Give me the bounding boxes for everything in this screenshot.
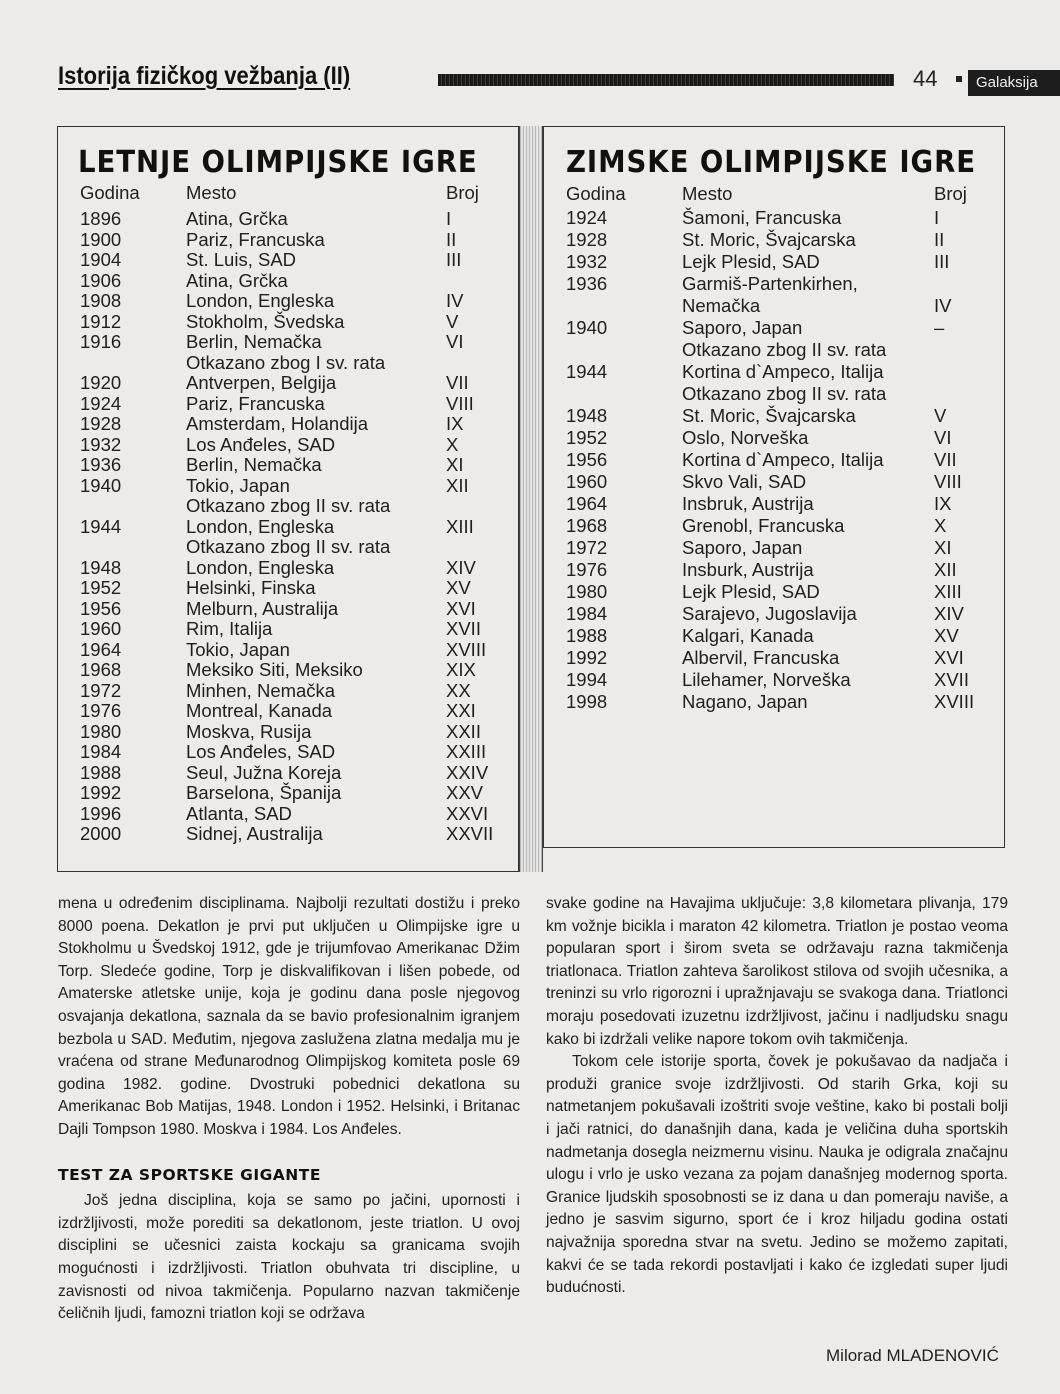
row-number: XII: [446, 474, 469, 496]
table-row: [544, 471, 1004, 493]
row-city: Albervil, Francuska: [682, 647, 840, 668]
row-city: Melburn, Australija: [186, 597, 339, 619]
row-year: 1952: [566, 427, 608, 448]
table-row: [58, 230, 518, 251]
row-city: Garmiš-Partenkirhen,: [682, 273, 858, 294]
row-number: IV: [446, 290, 464, 311]
row-number: XIII: [446, 515, 474, 537]
row-number: XXI: [446, 700, 476, 721]
row-city: Otkazano zbog I sv. rata: [186, 351, 386, 373]
row-year: 1936: [80, 454, 122, 475]
row-city: Šamoni, Francuska: [682, 207, 842, 228]
row-number: XIX: [446, 659, 476, 680]
table-row: [544, 383, 1004, 405]
title-rule: [438, 74, 894, 86]
row-year: 1924: [80, 392, 122, 414]
row-year: 1960: [566, 471, 608, 492]
table-row: [544, 251, 1004, 273]
row-city: Berlin, Nemačka: [186, 454, 322, 475]
row-year: 1964: [566, 493, 608, 514]
table-row: [58, 599, 518, 620]
brand-badge: Galaksija: [968, 70, 1060, 96]
row-city: Saporo, Japan: [682, 317, 803, 338]
row-year: 1940: [80, 474, 122, 496]
table-row: [58, 455, 518, 476]
row-year: 1924: [566, 207, 608, 228]
table-row: [58, 312, 518, 333]
row-city: Grenobl, Francuska: [682, 515, 845, 536]
row-number: II: [934, 229, 945, 250]
row-city: Saporo, Japan: [682, 537, 803, 558]
table-row: [58, 414, 518, 435]
row-number: XXVI: [446, 802, 489, 824]
row-year: 1988: [80, 761, 122, 783]
row-year: 1994: [566, 669, 608, 690]
row-city: Antverpen, Belgija: [186, 372, 337, 393]
row-city: Barselona, Španija: [186, 782, 342, 803]
row-city: Moskva, Rusija: [186, 720, 312, 742]
row-number: III: [446, 249, 462, 270]
row-number: II: [446, 228, 457, 250]
table-row: [58, 291, 518, 312]
row-year: 1984: [566, 603, 608, 624]
row-city: Minhen, Nemačka: [186, 679, 336, 701]
row-year: 1906: [80, 269, 122, 291]
row-year: 1940: [566, 317, 608, 338]
row-city: Berlin, Nemačka: [186, 331, 322, 352]
winter-rows: [544, 207, 1004, 713]
row-city: Kortina d`Ampeco, Italija: [682, 361, 884, 382]
table-row: [58, 271, 518, 292]
article-left-column: [58, 893, 520, 1326]
table-row: [544, 581, 1004, 603]
row-number: VII: [446, 372, 469, 393]
row-year: 1928: [566, 229, 608, 250]
row-number: XXVII: [446, 823, 494, 844]
summer-olympics-table: [57, 126, 519, 872]
row-year: 1998: [566, 691, 608, 712]
row-number: XVIII: [446, 638, 487, 660]
row-year: 1900: [80, 228, 122, 250]
section-heading: TEST ZA SPORTSKE GIGANTE: [58, 1165, 321, 1184]
row-number: VIII: [446, 392, 474, 414]
page-header: [58, 60, 1038, 96]
row-city: Los Anđeles, SAD: [186, 433, 336, 455]
table-row: [544, 317, 1004, 339]
table-row: [544, 603, 1004, 625]
table-row: [58, 209, 518, 230]
table-row: [58, 701, 518, 722]
row-year: 1896: [80, 208, 122, 229]
row-number: XV: [446, 577, 471, 598]
row-year: 1972: [566, 537, 608, 558]
row-city: Nagano, Japan: [682, 691, 808, 712]
row-city: London, Engleska: [186, 556, 335, 578]
row-city: Stokholm, Švedska: [186, 310, 345, 332]
row-city: Atina, Grčka: [186, 269, 288, 291]
table-row: [58, 783, 518, 804]
row-year: 1972: [80, 679, 122, 701]
table-row: [58, 619, 518, 640]
row-city: Seul, Južna Koreja: [186, 761, 342, 783]
article-paragraph: svake godine na Havajima uključuje: 3,8 kilometara plivanja, 179 km vožnje bicikla i maraton 42 kilometra. Triatlon je postao veoma popularan sport i širom sveta se održavaju razna takmičenja triatlonaca. Triatlon zahteva šarolikost stilova od svojih učesnika, a treninzi su vrlo rigorozni i upražnjavaju se svakoga dana. Triatlonci moraju posedovati izuzetnu izdržljivost, jačinu i nadljudsku snagu kako bi izdržali velike napore tokom ovih takmičenja.: [546, 895, 1008, 1048]
row-year: 1932: [566, 251, 608, 272]
page-number: 44: [913, 66, 938, 91]
table-row: [544, 537, 1004, 559]
bullet-dot: [956, 76, 962, 82]
row-city: Oslo, Norveška: [682, 427, 809, 448]
row-city: Rim, Italija: [186, 618, 273, 639]
column-divider: [519, 126, 543, 872]
row-number: III: [934, 251, 950, 272]
row-number: VIII: [934, 471, 962, 492]
row-number: VII: [934, 449, 957, 470]
row-number: XII: [934, 559, 957, 580]
row-year: 1984: [80, 741, 122, 762]
row-number: XV: [934, 625, 959, 646]
row-year: 1912: [80, 310, 122, 332]
row-year: 1928: [80, 413, 122, 434]
row-year: 1956: [566, 449, 608, 470]
row-year: 2000: [80, 823, 122, 844]
year-column-header: Godina: [566, 183, 626, 204]
row-city: Sidnej, Australija: [186, 823, 323, 844]
row-year: 1992: [80, 782, 122, 803]
row-number: XI: [934, 537, 952, 558]
row-number: VI: [446, 331, 464, 352]
row-number: XVII: [446, 618, 481, 639]
row-number: XIII: [934, 581, 962, 602]
article-paragraph: mena u određenim disciplinama. Najbolji rezultati dostižu i preko 8000 poena. Dekatlon je prvi put uključen u Olimpijske igre u Stokholmu u Švedskoj 1912, gde je trijumfovao Amerikanac Džim Torp. Sledeće godine, Torp je diskvalifikovan i lišen pobede, od Amaterske atletske unije, koja je godinu dana posle njegovog osvajanja dekatlona, saznala da se bavio profesionalnim igranjem bezbola u SAD. Međutim, njegova zaslužena zlatna medalja mu je vraćena od strane Međunarodnog Olimpijskog komiteta posle 69 godina 1982. godine. Dvostruki pobednici dekatlona su Amerikanac Bob Matijas, 1948. London i 1952. Helsinki, i Britanac Dajli Tompson 1980. Moskva i 1984. Los Anđeles.: [58, 895, 520, 1138]
year-column-header: Godina: [80, 182, 140, 203]
row-city: Otkazano zbog II sv. rata: [186, 536, 391, 557]
row-number: IX: [446, 413, 464, 434]
row-number: XXIII: [446, 741, 487, 762]
row-city: Lejk Plesid, SAD: [682, 581, 820, 602]
row-number: XVI: [934, 647, 964, 668]
row-city: Otkazano zbog II sv. rata: [682, 383, 887, 404]
row-city: Nemačka: [682, 295, 761, 316]
table-row: [544, 427, 1004, 449]
row-year: 1956: [80, 597, 122, 619]
row-city: Pariz, Francuska: [186, 392, 325, 414]
row-year: 1932: [80, 433, 122, 455]
row-year: 1988: [566, 625, 608, 646]
summer-rows: [58, 209, 518, 845]
row-city: St. Moric, Švajcarska: [682, 229, 856, 250]
table-row: [58, 537, 518, 558]
table-row: [58, 496, 518, 517]
row-number: XXV: [446, 782, 484, 803]
row-number: XVII: [934, 669, 969, 690]
winter-olympics-table: [543, 126, 1005, 848]
table-row: [544, 295, 1004, 317]
row-city: Skvo Vali, SAD: [682, 471, 807, 492]
row-year: 1944: [566, 361, 608, 382]
article-paragraph: Još jedna disciplina, koja se samo po jačini, upornosti i izdržljivosti, može porediti sa dekatlonom, jeste triatlon. U ovoj disciplini se učesnici zaista kockaju sa granicama svojih mogućnosti i izdržljivosti. Triatlon obuhvata tri discipline, u zavisnosti od nivoa takmičenja. Popularno nazvan takmičenje čeličnih ljudi, famozni triatlon koji se održava: [58, 1192, 520, 1323]
number-column-header: Broj: [934, 183, 967, 204]
table-row: [544, 515, 1004, 537]
row-city: Atlanta, SAD: [186, 802, 292, 824]
table-row: [58, 435, 518, 456]
row-number: VI: [934, 427, 952, 448]
row-year: 1980: [80, 720, 122, 742]
row-number: XXIV: [446, 761, 489, 783]
row-number: XVI: [446, 597, 476, 619]
row-city: Tokio, Japan: [186, 474, 290, 496]
row-year: 1976: [80, 700, 122, 721]
row-year: 1948: [566, 405, 608, 426]
row-number: V: [446, 310, 459, 332]
row-city: Otkazano zbog II sv. rata: [186, 495, 391, 516]
row-city: Montreal, Kanada: [186, 700, 333, 721]
row-year: 1992: [566, 647, 608, 668]
table-row: [58, 660, 518, 681]
table-row: [544, 647, 1004, 669]
row-city: Amsterdam, Holandija: [186, 413, 368, 434]
row-city: Lilehamer, Norveška: [682, 669, 851, 690]
row-number: XI: [446, 454, 464, 475]
row-city: London, Engleska: [186, 515, 335, 537]
row-number: IV: [934, 295, 952, 316]
city-column-header: Mesto: [186, 182, 237, 203]
row-number: X: [446, 433, 459, 455]
row-number: XVIII: [934, 691, 975, 712]
table-row: [544, 493, 1004, 515]
row-city: Lejk Plesid, SAD: [682, 251, 820, 272]
row-year: 1920: [80, 372, 122, 393]
summer-table-title: LETNJE OLIMPIJSKE IGRE: [78, 145, 478, 180]
article-right-column: [546, 893, 1008, 1300]
table-row: [544, 691, 1004, 713]
table-row: [544, 405, 1004, 427]
table-row: [58, 578, 518, 599]
table-row: [544, 625, 1004, 647]
row-number: –: [934, 317, 945, 338]
row-number: I: [446, 208, 452, 229]
table-row: [58, 824, 518, 845]
row-year: 1908: [80, 290, 122, 311]
row-city: Insbruk, Austrija: [682, 493, 814, 514]
row-number: XIV: [446, 556, 476, 578]
table-row: [544, 339, 1004, 361]
table-row: [58, 742, 518, 763]
row-city: Otkazano zbog II sv. rata: [682, 339, 887, 360]
row-number: V: [934, 405, 947, 426]
table-row: [58, 373, 518, 394]
row-city: London, Engleska: [186, 290, 335, 311]
row-number: XXII: [446, 720, 481, 742]
row-year: 1944: [80, 515, 122, 537]
table-row: [58, 250, 518, 271]
table-row: [544, 361, 1004, 383]
table-row: [58, 332, 518, 353]
row-year: 1904: [80, 249, 122, 270]
table-row: [544, 559, 1004, 581]
row-city: Sarajevo, Jugoslavija: [682, 603, 857, 624]
table-row: [58, 353, 518, 374]
row-year: 1968: [566, 515, 608, 536]
row-city: St. Luis, SAD: [186, 249, 297, 270]
page-title: Istorija fizičkog vežbanja (II): [58, 62, 351, 90]
row-number: XX: [446, 679, 471, 701]
table-row: [544, 273, 1004, 295]
table-row: [58, 640, 518, 661]
city-column-header: Mesto: [682, 183, 733, 204]
table-row: [58, 394, 518, 415]
table-row: [544, 229, 1004, 251]
row-year: 1976: [566, 559, 608, 580]
table-row: [58, 476, 518, 497]
row-city: Pariz, Francuska: [186, 228, 325, 250]
row-city: Helsinki, Finska: [186, 577, 316, 598]
table-row: [544, 669, 1004, 691]
table-row: [544, 449, 1004, 471]
row-year: 1996: [80, 802, 122, 824]
row-city: Meksiko Siti, Meksiko: [186, 659, 363, 680]
row-city: Tokio, Japan: [186, 638, 290, 660]
row-year: 1960: [80, 618, 122, 639]
row-number: X: [934, 515, 947, 536]
row-year: 1964: [80, 638, 122, 660]
row-year: 1948: [80, 556, 122, 578]
row-year: 1952: [80, 577, 122, 598]
author-signature: Milorad MLADENOVIĆ: [826, 1346, 999, 1365]
row-year: 1980: [566, 581, 608, 602]
row-number: I: [934, 207, 940, 228]
row-city: Los Anđeles, SAD: [186, 741, 336, 762]
table-row: [58, 804, 518, 825]
article-paragraph: Tokom cele istorije sporta, čovek je pokušavao da nadjača i produži granice svoje izdržljivosti. Od starih Grka, koji su natmetanjem pokušavali izoštriti svoje veštine, kako bi postali bolji i jači ratnici, do današnjih dana, kada je veličina duha sportskih nadmetanja dosegla neizmernu visinu. Nauka je odigrala značajnu ulogu i vrlo je usko vezana za pojam današnjeg modernog sporta. Granice ljudskih sposobnosti se iz dana u dan pomeraju naviše, a jedno je sasvim sigurno, sport će i kroz hiljadu godina ostati najvažnija sporedna stvar na svetu. Jedino se možemo zapitati, kakvi će se tada rekordi postavljati i kako će izgledati super ljudi budućnosti.: [546, 1053, 1008, 1297]
row-year: 1968: [80, 659, 122, 680]
table-row: [58, 558, 518, 579]
row-number: XIV: [934, 603, 964, 624]
row-city: Insburk, Austrija: [682, 559, 814, 580]
number-column-header: Broj: [446, 182, 479, 203]
table-row: [58, 681, 518, 702]
table-row: [58, 722, 518, 743]
row-city: Kalgari, Kanada: [682, 625, 814, 646]
table-row: [544, 207, 1004, 229]
row-city: Kortina d`Ampeco, Italija: [682, 449, 884, 470]
row-number: IX: [934, 493, 952, 514]
table-row: [58, 763, 518, 784]
row-year: 1936: [566, 273, 608, 294]
row-year: 1916: [80, 331, 122, 352]
table-row: [58, 517, 518, 538]
row-city: Atina, Grčka: [186, 208, 288, 229]
winter-table-title: ZIMSKE OLIMPIJSKE IGRE: [566, 145, 977, 180]
row-city: St. Moric, Švajcarska: [682, 405, 856, 426]
